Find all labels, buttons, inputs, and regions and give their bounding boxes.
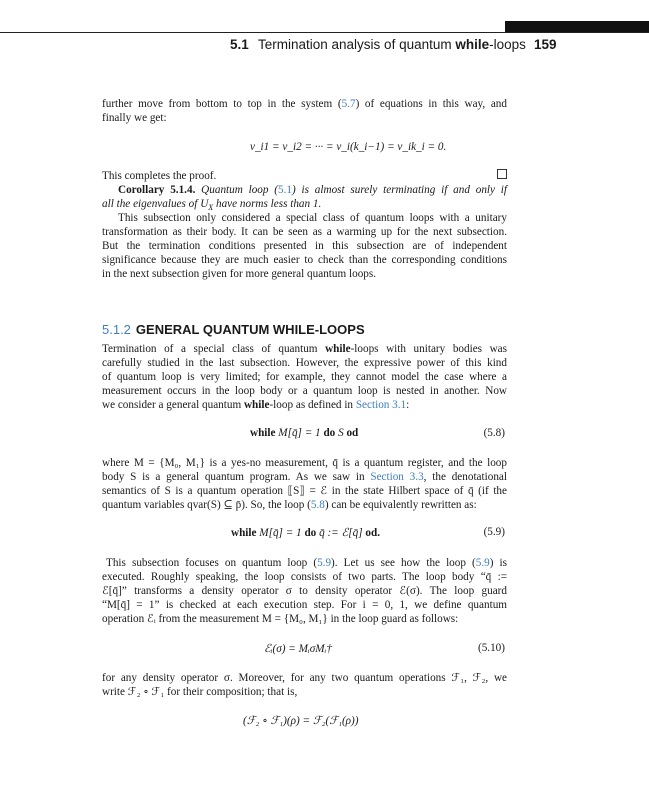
- text-line: where M = {M₀, M₁} is a yes-no measurement, q̄ is a quantum register, and the loop: [102, 457, 507, 469]
- text-line: “M[q̄] = 1” is checked at each execution step. For i = 0, 1, we define quantum: [102, 599, 507, 611]
- equation-number: (5.9): [483, 526, 505, 538]
- text-line: Termination of a special class of quantum while-loops with unitary bodies was: [102, 343, 507, 355]
- text-line: quantum variables qvar(S) ⊆ p̄). So, the loop (5.8) can be equivalently rewritten as:: [102, 499, 477, 511]
- qed-box-icon: [497, 169, 507, 179]
- text-line: operation ℰᵢ from the measurement M = {M₀, M₁} in the loop guard as follows:: [102, 613, 459, 625]
- text-line: in the next subsection given for more general quantum loops.: [102, 268, 377, 280]
- text-line: This subsection only considered a special class of quantum loops with a unitary: [118, 212, 507, 224]
- header-bar: [505, 21, 649, 32]
- equation: v_i1 = v_i2 = ··· = v_i(k_i−1) = v_ik_i = 0.: [250, 141, 447, 153]
- proof-end-text: This completes the proof.: [102, 170, 217, 182]
- text-line: measurement occurs in the loop body or a quantum loop is nested in another. Now: [102, 385, 507, 397]
- equation-5-8: while M[q̄] = 1 do S od: [250, 427, 359, 439]
- text-line: ℰ[q̄]” transforms a density operator σ to density operator ℰ(σ). The loop guard: [102, 585, 507, 597]
- equation-5-10: ℰᵢ(σ) = MᵢσMᵢ†: [264, 643, 332, 655]
- equation: (ℱ₂ ∘ ℱ₁)(ρ) = ℱ₂(ℱ₁(ρ)): [243, 715, 359, 727]
- equation-ref-link[interactable]: 5.8: [310, 499, 325, 511]
- text-line: write ℱ₂ ∘ ℱ₁ for their composition; that is,: [102, 686, 298, 698]
- corollary: Corollary 5.1.4. Quantum loop (5.1) is almost surely terminating if and only if: [118, 184, 508, 196]
- section-ref-link[interactable]: Section 3.3: [370, 471, 424, 483]
- header-rule: [0, 32, 649, 33]
- header-section-number: 5.1: [230, 37, 249, 52]
- page-number: 159: [534, 37, 557, 52]
- text-line: This subsection focuses on quantum loop (5.9). Let us see how the loop (5.9) is: [106, 557, 508, 569]
- text-line: semantics of S is a quantum operation ⟦S⟧ = ℰ in the state Hilbert space of q̄ (if the: [102, 485, 507, 497]
- section-heading: 5.1.2 GENERAL QUANTUM WHILE-LOOPS: [102, 322, 365, 337]
- equation-ref-link[interactable]: 5.9: [475, 557, 490, 569]
- corollary-line: all the eigenvalues of $U_X$ have norms less than 1.: [102, 198, 322, 213]
- equation-5-9: while M[q̄] = 1 do q̄ := ℰ[q̄] od.: [231, 527, 381, 539]
- text-line: transformation as their body. It can be seen as a warming up for the next subsection.: [102, 226, 507, 238]
- text-line: carefully studied in the last subsection. However, the expressive power of this kind: [102, 357, 507, 369]
- header-title: Termination analysis of quantum while-loops: [258, 37, 526, 52]
- text-line: further move from bottom to top in the system (5.7) of equations in this way, and: [102, 98, 507, 110]
- equation-ref-link[interactable]: 5.7: [341, 98, 356, 110]
- equation-ref-link[interactable]: 5.1: [278, 184, 293, 196]
- section-ref-link[interactable]: Section 3.1: [355, 399, 407, 411]
- text-line: body S is a general quantum program. As we saw in Section 3.3, the denotational: [102, 471, 507, 483]
- running-head: [0, 35, 649, 55]
- text-line: executed. Roughly speaking, the loop consists of two parts. The loop body “q̄ :=: [102, 571, 507, 583]
- text-line: for any density operator σ. Moreover, for any two quantum operations ℱ₁, ℱ₂, we: [102, 672, 507, 684]
- text-line: we consider a general quantum while-loop as defined in Section 3.1:: [102, 399, 410, 411]
- text-line: But the termination conditions presented in this subsection are of independent: [102, 240, 507, 252]
- text-line: of quantum loop is very limited; for example, they cannot model the case where a: [102, 371, 507, 383]
- equation-ref-link[interactable]: 5.9: [317, 557, 332, 569]
- text-line: significance because they are much easier to check than the corresponding conditions: [102, 254, 507, 266]
- text-line: finally we get:: [102, 112, 167, 124]
- equation-number: (5.8): [483, 427, 505, 439]
- equation-number: (5.10): [477, 642, 505, 654]
